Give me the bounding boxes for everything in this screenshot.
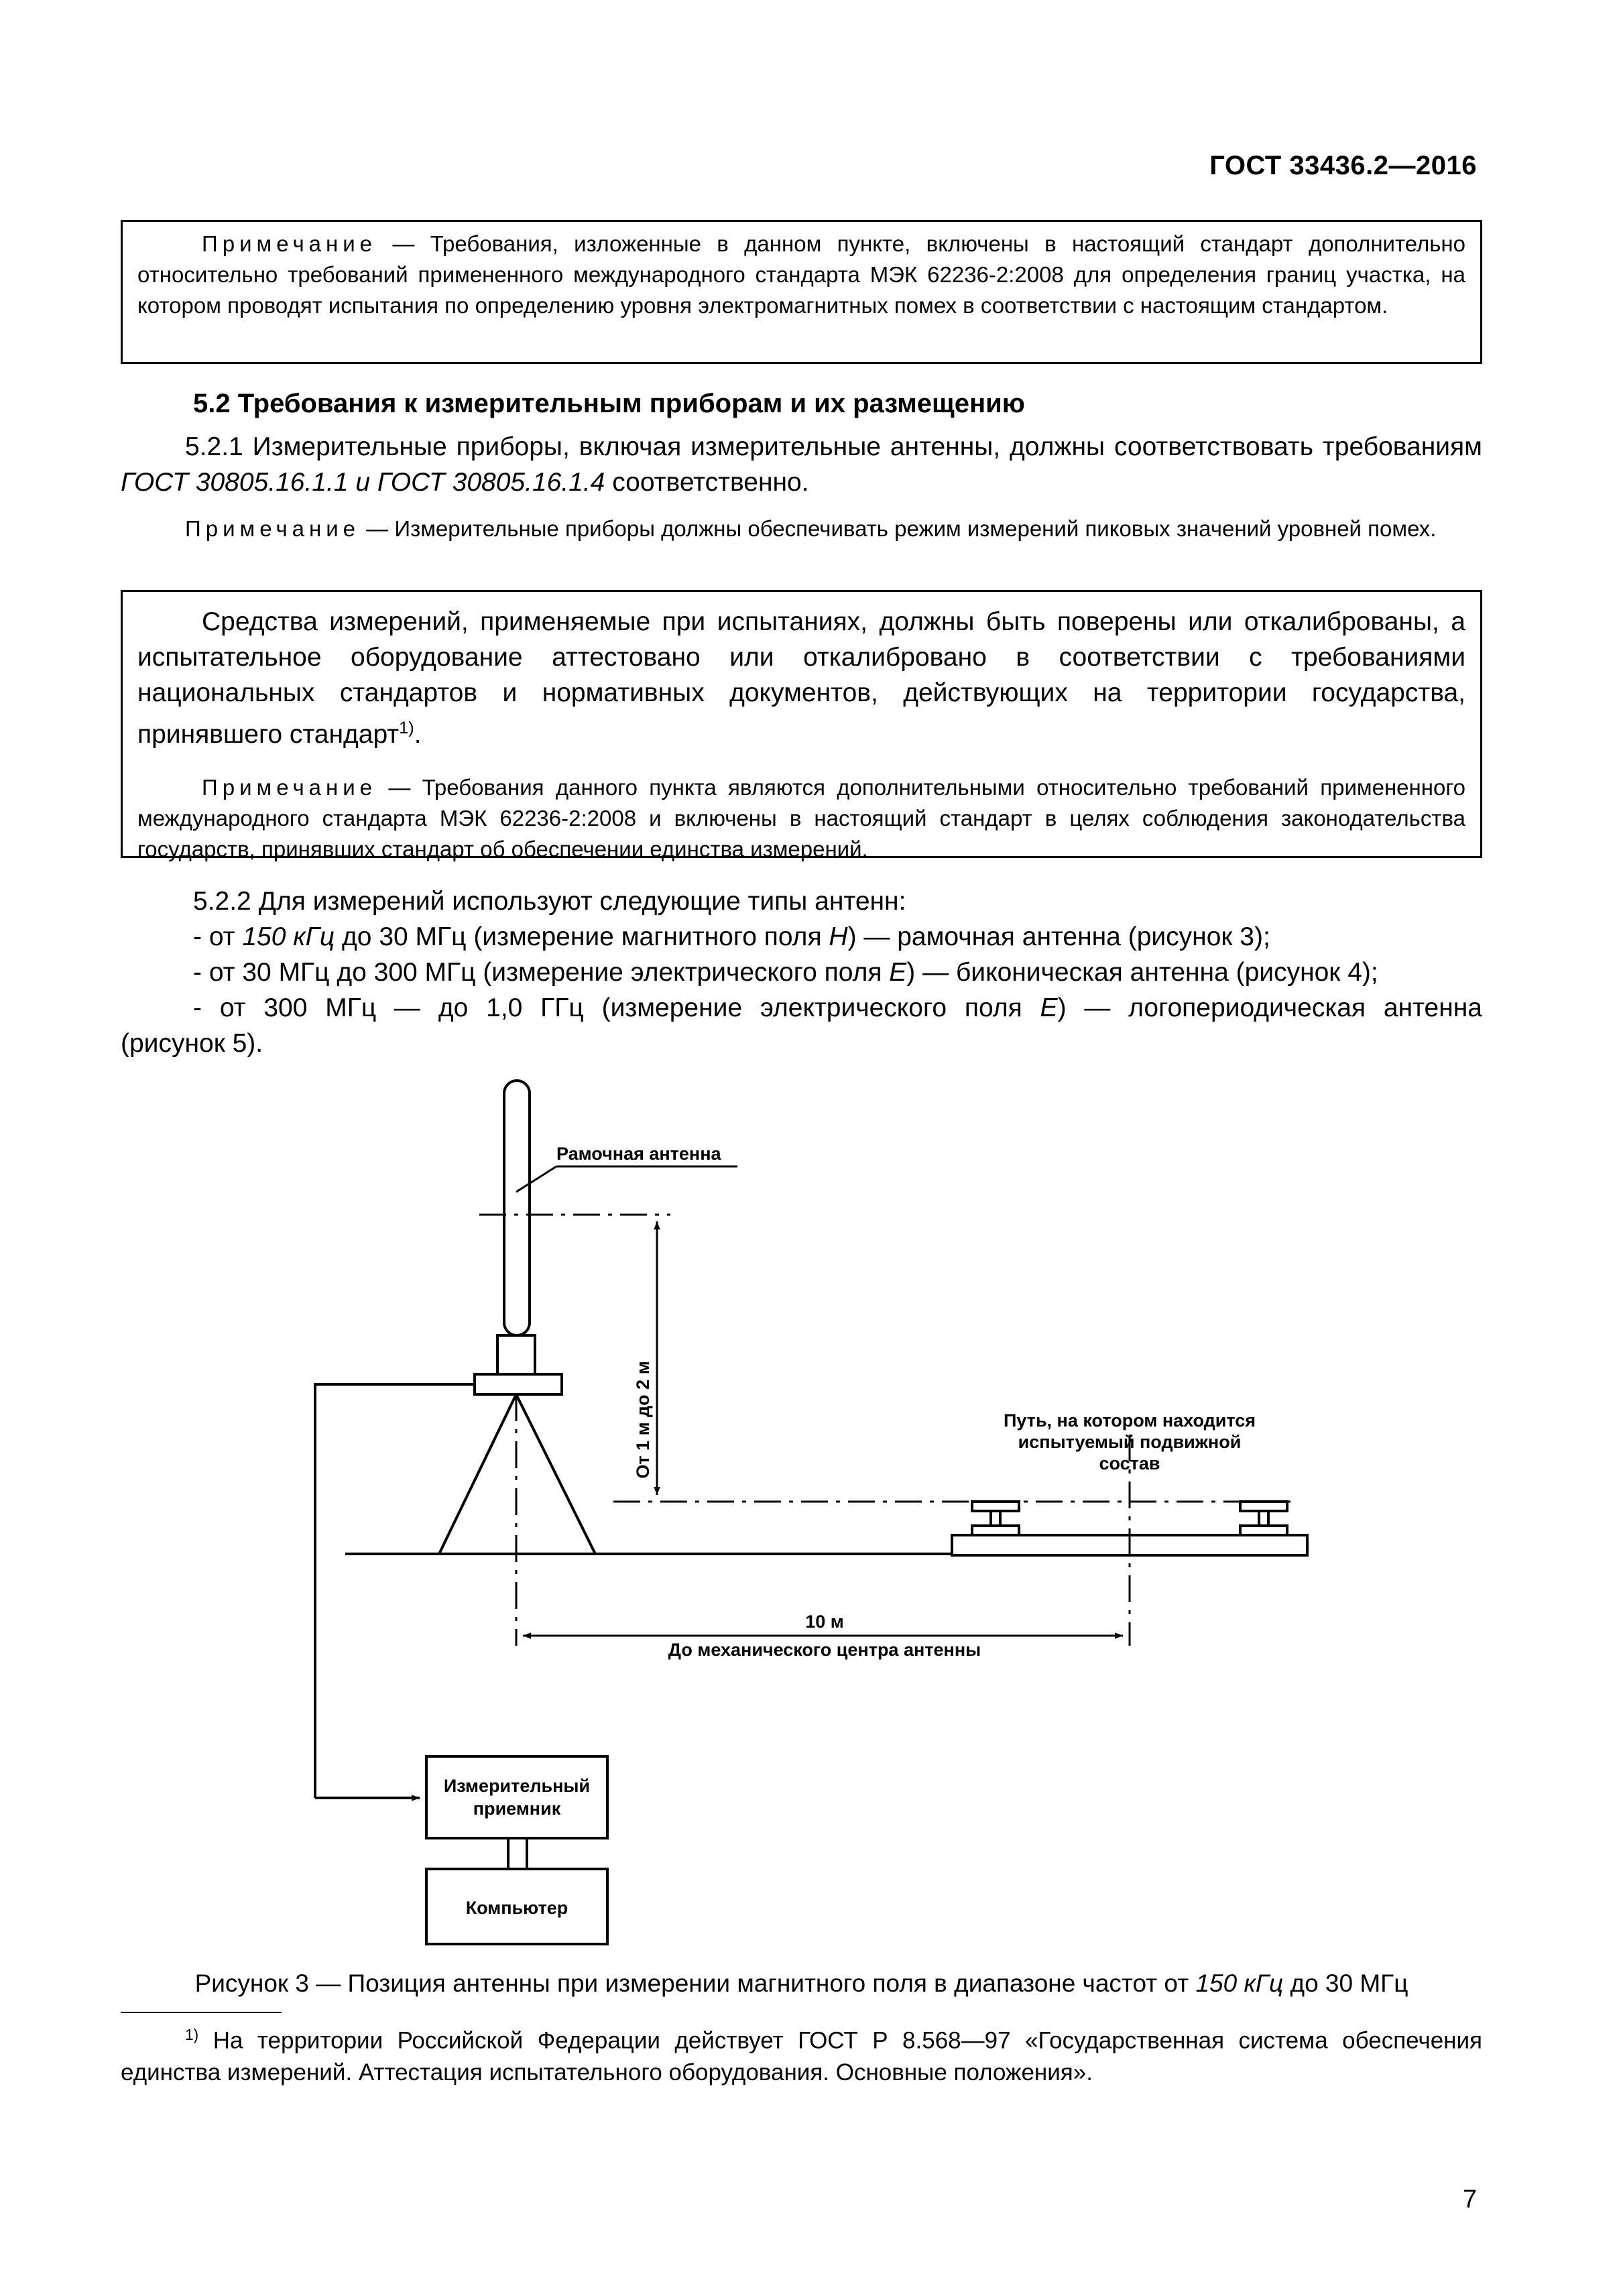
receiver-label-2: приемник bbox=[473, 1799, 561, 1819]
caption-text-b: до 30 МГц bbox=[1283, 1970, 1408, 1997]
paragraph-5-2-1-block bbox=[121, 429, 1482, 500]
track-label-line-2: испытуемый подвижной bbox=[1018, 1432, 1242, 1452]
box-2-note-text: — Требования данного пункта являются дополнительными относительно требований примененного международного стандарта МЭК 62236-2:2008 и включены в настоящий стандарт в целях соблюдения законодательства государств, принявших стандарт об обеспечении единства измерений. bbox=[137, 775, 1465, 861]
p521-text-a: 5.2.1 Измерительные приборы, включая измерительные антенны, должны соответствовать требованиям bbox=[185, 432, 1482, 461]
page-number: 7 bbox=[1462, 2185, 1477, 2214]
box-2-note-label: Примечание bbox=[202, 775, 377, 800]
box-2-text: Средства измерений, применяемые при испытаниях, должны быть поверены или откалиброваны, а испытательное оборудование аттестовано или откалибровано в соответствии с требованиями национальных стандартов и нормативных документов, действующих на территории государства, принявшего стандарт bbox=[137, 607, 1465, 749]
loop-antenna-shape bbox=[504, 1081, 530, 1335]
note-2-text: — Измерительные приборы должны обеспечивать режим измерений пиковых значений уровней помех. bbox=[360, 516, 1437, 541]
item-3-a: - от 300 МГц — до 1,0 ГГц (измерение электрического поля bbox=[193, 993, 1040, 1022]
p522-item-3-cont: (рисунок 5). bbox=[121, 1029, 263, 1058]
footnote-separator bbox=[121, 2012, 282, 2013]
receiver-label-1: Измерительный bbox=[443, 1776, 591, 1796]
box-2-paragraph bbox=[137, 604, 1465, 752]
note-2-label: Примечание bbox=[185, 516, 361, 541]
p522-item-3 bbox=[121, 990, 1482, 1026]
item-2-var: E bbox=[889, 958, 907, 987]
item-1-a: - от bbox=[193, 922, 243, 951]
p522-intro: 5.2.2 Для измерений используют следующие типы антенн: bbox=[193, 887, 906, 916]
antenna-platform bbox=[475, 1374, 562, 1394]
footnote bbox=[121, 2019, 1482, 2088]
paragraph-5-2-1 bbox=[121, 429, 1482, 500]
item-1-freq: 150 кГц bbox=[242, 922, 335, 951]
paragraph-5-2-2-block bbox=[121, 884, 1482, 1061]
p521-text-c: соответственно. bbox=[605, 468, 809, 497]
footnote-ref: 1) bbox=[399, 719, 414, 737]
p522-item-1 bbox=[121, 919, 1482, 955]
receiver-computer-link bbox=[508, 1838, 527, 1869]
document-code-header: ГОСТ 33436.2—2016 bbox=[1209, 151, 1477, 180]
note-2-block bbox=[121, 513, 1482, 544]
antenna-mount bbox=[497, 1335, 535, 1374]
p521-text-b: и bbox=[348, 468, 377, 497]
item-2-b: ) — биконическая антенна (рисунок 4); bbox=[906, 958, 1378, 987]
receiver-box bbox=[426, 1756, 607, 1838]
rail-support-right bbox=[1240, 1502, 1287, 1535]
p521-ref-a: ГОСТ 30805.16.1.1 bbox=[121, 468, 349, 497]
item-1-var: H bbox=[829, 922, 848, 951]
requirements-box bbox=[121, 590, 1482, 861]
caption-freq: 150 кГц bbox=[1195, 1970, 1284, 1997]
box-2-note bbox=[137, 772, 1465, 865]
item-2-a: - от 30 МГц до 300 МГц (измерение электрического поля bbox=[193, 958, 890, 987]
track-label-line-1: Путь, на котором находится bbox=[1003, 1410, 1256, 1431]
p522-item-2 bbox=[121, 955, 1482, 990]
item-3-b: ) — логопериодическая антенна bbox=[1057, 993, 1482, 1022]
antenna-cable bbox=[315, 1384, 475, 1798]
footnote-marker: 1) bbox=[185, 2026, 199, 2043]
item-3-var: E bbox=[1040, 993, 1058, 1022]
box-2-end: . bbox=[414, 720, 422, 749]
track-label-line-3: состав bbox=[1099, 1453, 1160, 1473]
item-1-b: до 30 МГц (измерение магнитного поля bbox=[335, 922, 829, 951]
height-label: От 1 м до 2 м bbox=[633, 1361, 653, 1479]
rail-support-left bbox=[972, 1502, 1019, 1535]
antenna-label-leader bbox=[516, 1166, 556, 1192]
note-1-text: — Требования, изложенные в данном пункте, включены в настоящий стандарт дополнительно относительно требований примененного международного стандарта МЭК 62236-2:2008 для определения границ участка, на котором проводят испытания по определению уровня электромагнитных помех в соответствии с настоящим стандартом. bbox=[137, 231, 1465, 318]
distance-label: 10 м bbox=[805, 1612, 844, 1632]
note-box-1 bbox=[121, 220, 1482, 364]
caption-text-a: Рисунок 3 — Позиция антенны при измерении магнитного поля в диапазоне частот от bbox=[194, 1970, 1196, 1997]
note-1-label: Примечание bbox=[202, 231, 377, 256]
figure-caption bbox=[121, 1970, 1482, 1998]
note-2 bbox=[121, 513, 1482, 544]
figure-3-diagram bbox=[0, 1059, 1623, 1957]
computer-label: Компьютер bbox=[465, 1898, 568, 1918]
footnote-text: На территории Российской Федерации действует ГОСТ Р 8.568—97 «Государственная система обеспечения единства измерений. Аттестация испытательного оборудования. Основные положения». bbox=[121, 2027, 1482, 2086]
distance-sublabel: До механического центра антенны bbox=[668, 1640, 981, 1660]
p521-ref-b: ГОСТ 30805.16.1.4 bbox=[377, 468, 605, 497]
note-1 bbox=[137, 229, 1465, 321]
section-title: 5.2 Требования к измерительным приборам и их размещению bbox=[193, 389, 1025, 418]
item-1-c: ) — рамочная антенна (рисунок 3); bbox=[847, 922, 1270, 951]
loop-antenna-label: Рамочная антенна bbox=[556, 1144, 721, 1164]
